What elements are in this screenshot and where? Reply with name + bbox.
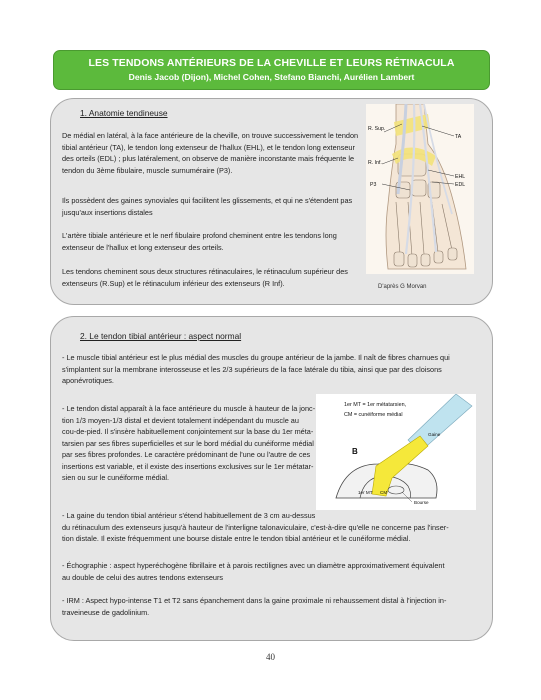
foot-anatomy-drawing bbox=[366, 104, 474, 274]
text-line: insertions est variable, et il existe des insertions exclusives sur le 1er métatar- bbox=[62, 461, 314, 471]
section1-paragraph-3 bbox=[62, 230, 337, 253]
label-bourse: Bourse bbox=[414, 500, 429, 505]
text-line: - IRM : Aspect hypo-intense T1 et T2 sans épanchement dans la gaine proximale ni rehaussement distal à l'injection in- bbox=[62, 596, 447, 605]
text-line: L'artère tibiale antérieure et le nerf fibulaire profond cheminent entre les tendons long bbox=[62, 231, 337, 240]
text-line: - Échographie : aspect hyperéchogène fibrillaire et à parois rectilignes avec un diamètre approximativement équivalent bbox=[62, 561, 445, 570]
label-1er-mt: 1er MT bbox=[358, 490, 373, 495]
section1-paragraph-4 bbox=[62, 266, 348, 289]
text-line: des orteils (EDL) ; plus latéralement, on observe de manière inconstante mais fréquente le bbox=[62, 154, 355, 163]
text-line: par ses fibres profondes. Le caractère prédominant de l'une ou l'autre de ces bbox=[62, 450, 311, 459]
text-line: du rétinaculum des extenseurs jusqu'à hauteur de l'interligne talonaviculaire, c'est-à-dire qu'elle ne concerne pas l'inser- bbox=[62, 522, 449, 532]
page-number: 40 bbox=[266, 652, 275, 662]
text-line: traveineuse de gadolinium. bbox=[62, 607, 150, 617]
text-line: extenseur de l'hallux et long extenseur des orteils. bbox=[62, 242, 224, 252]
insertion-schematic bbox=[316, 394, 476, 510]
label-p3: P3 bbox=[370, 182, 377, 188]
tendon-insertion-figure bbox=[316, 394, 476, 510]
text-line: Les tendons cheminent sous deux structures rétinaculaires, le rétinaculum supérieur des bbox=[62, 267, 348, 276]
section2-paragraph-5 bbox=[62, 595, 446, 618]
text-line: Ils possèdent des gaines synoviales qui facilitent les glissements, et qui ne s'étendent pas bbox=[62, 196, 353, 205]
text-line: s'implantent sur la membrane interosseuse et les 2/3 supérieurs de la face latérale du tibia, ainsi que par des cloisons bbox=[62, 364, 442, 374]
foot-anatomy-figure bbox=[366, 104, 474, 274]
text-line: - La gaine du tendon tibial antérieur s'étend habituellement de 3 cm au-dessus bbox=[62, 511, 316, 520]
text-line: sien ou sur le cunéiforme médial. bbox=[62, 473, 170, 482]
text-line: cou-de-pied. Il s'insère habituellement conjointement sur la base du 1er méta- bbox=[62, 427, 314, 436]
section1-paragraph-1 bbox=[62, 130, 358, 176]
section2-paragraph-4 bbox=[62, 560, 445, 583]
label-r-sup: R. Sup. bbox=[368, 126, 386, 132]
label-gaine: Gaine bbox=[428, 432, 441, 437]
section2-paragraph-1 bbox=[62, 352, 450, 387]
text-line: tibial antérieur (TA), le tendon long extenseur de l'hallux (EHL), et le tendon long extenseur bbox=[62, 142, 355, 152]
section2-paragraph-3 bbox=[62, 510, 449, 545]
label-edl: EDL bbox=[455, 182, 466, 188]
page-title: LES TENDONS ANTÉRIEURS DE LA CHEVILLE ET LEURS RÉTINACULA bbox=[88, 57, 455, 69]
figure1-caption: D'après G Morvan bbox=[378, 284, 427, 290]
section2-title: 2. Le tendon tibial antérieur : aspect normal bbox=[80, 331, 242, 341]
text-line: extenseurs (R.Sup) et le rétinaculum inférieur des extenseurs (R Inf). bbox=[62, 278, 285, 288]
text-line: jusqu'aux insertions distales bbox=[62, 207, 153, 217]
text-line: aponévrotiques. bbox=[62, 376, 114, 385]
text-line: De médial en latéral, à la face antérieure de la cheville, on trouve successivement le tendon bbox=[62, 131, 359, 140]
text-line: tion 1/3 moyen-1/3 distal et devient totalement indépendant du muscle au bbox=[62, 415, 299, 425]
legend-line-1: 1er MT = 1er métatarsien, bbox=[344, 402, 407, 408]
label-ta: TA bbox=[455, 134, 462, 140]
text-line: au double de celui des autres tendons extenseurs bbox=[62, 572, 224, 582]
text-line: - Le tendon distal apparaît à la face antérieure du muscle à hauteur de la jonc- bbox=[62, 404, 316, 413]
text-line: tendon du 3ème fibulaire, muscle surnuméraire (P3). bbox=[62, 165, 233, 175]
legend-line-2: CM = cunéiforme médial bbox=[344, 412, 403, 418]
authors: Denis Jacob (Dijon), Michel Cohen, Stefano Bianchi, Aurélien Lambert bbox=[128, 72, 415, 82]
text-line: tarsien par ses fibres superficielles et sur le bord médial du cunéiforme médial bbox=[62, 438, 314, 448]
text-line: - Le muscle tibial antérieur est le plus médial des muscles du groupe antérieur de la jambe. Il naît de fibres charnues qui bbox=[62, 353, 450, 362]
section1-paragraph-2 bbox=[62, 195, 352, 218]
label-r-inf: R. Inf. bbox=[368, 160, 382, 166]
label-b: B bbox=[352, 447, 358, 456]
title-banner bbox=[53, 50, 490, 90]
text-line: tion distale. Il existe fréquemment une bourse distale entre le tendon tibial antérieur et le cunéiforme médial. bbox=[62, 534, 411, 543]
label-ehl: EHL bbox=[455, 174, 466, 180]
section2-paragraph-2 bbox=[62, 403, 316, 484]
section1-title: 1. Anatomie tendineuse bbox=[80, 108, 168, 118]
label-cm: CM bbox=[380, 490, 388, 495]
